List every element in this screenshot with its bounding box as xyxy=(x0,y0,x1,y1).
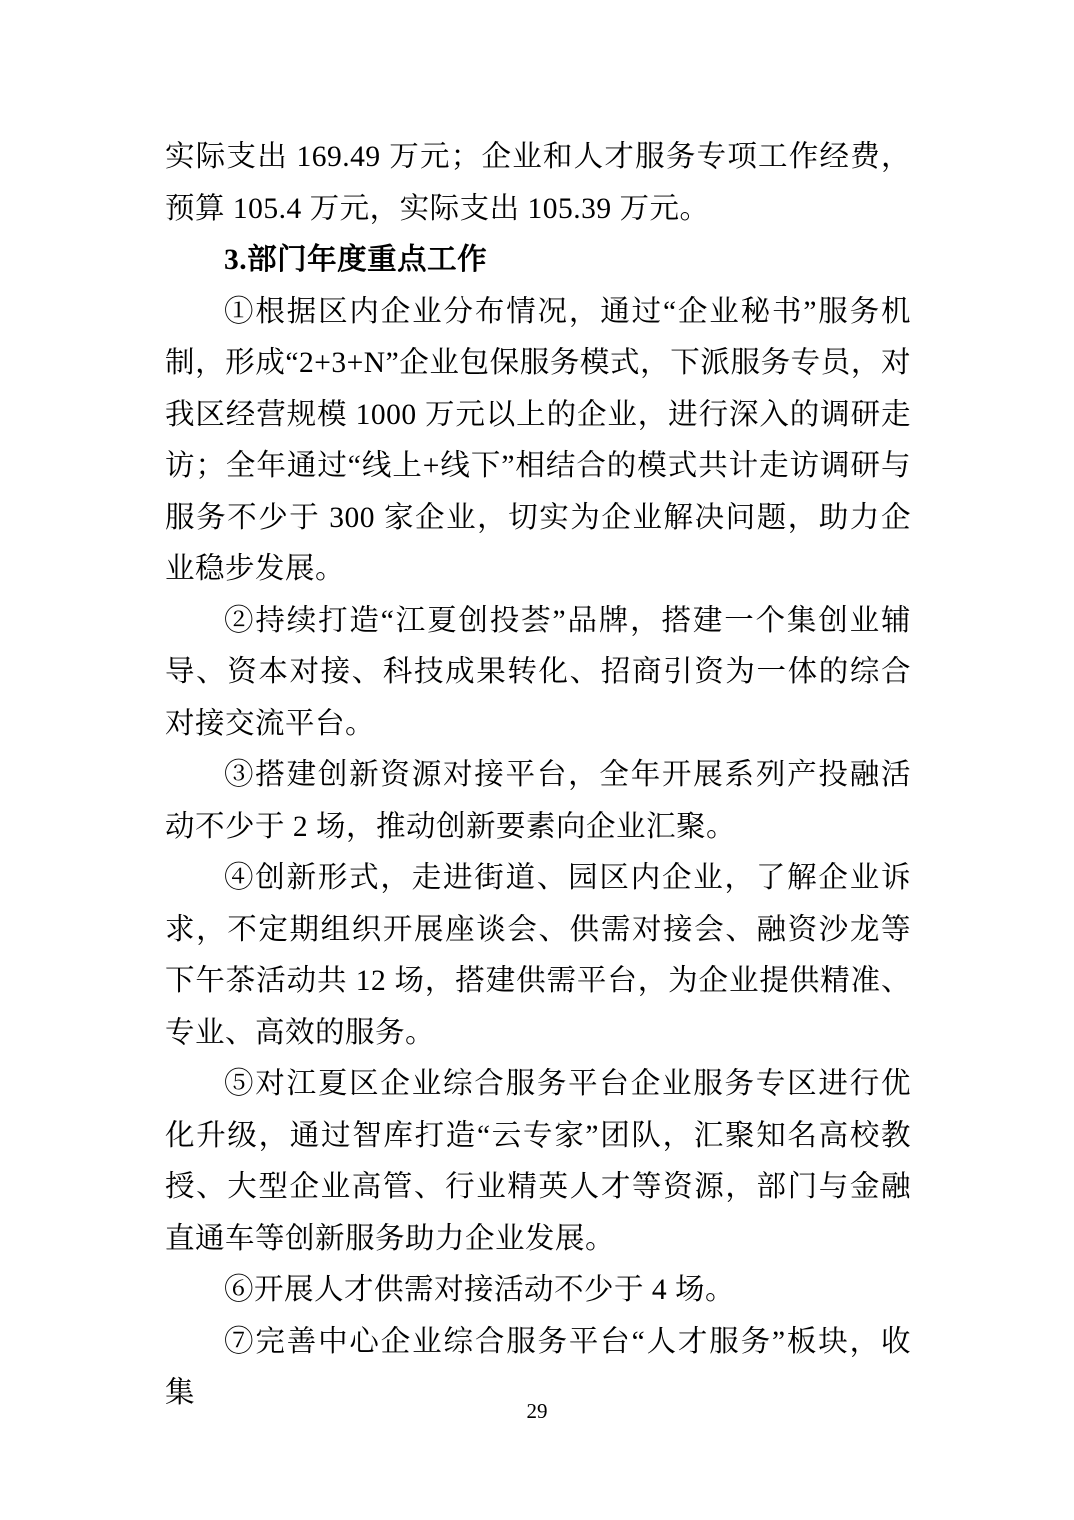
paragraph: ②持续打造“江夏创投荟”品牌，搭建一个集创业辅导、资本对接、科技成果转化、招商引资为一体的综合对接交流平台。 xyxy=(165,604,911,740)
paragraph: ⑥开展人才供需对接活动不少于 4 场。 xyxy=(224,1274,736,1306)
paragraph: ③搭建创新资源对接平台，全年开展系列产投融活动不少于 2 场，推动创新要素向企业汇聚。 xyxy=(165,759,911,843)
page-number: 29 xyxy=(526,1399,548,1423)
paragraph: ④创新形式，走进街道、园区内企业，了解企业诉求，不定期组织开展座谈会、供需对接会、融资沙龙等下午茶活动共 12 场，搭建供需平台，为企业提供精准、专业、高效的服务。 xyxy=(165,862,911,1049)
document-body xyxy=(165,132,911,1420)
paragraph: 实际支出 169.49 万元；企业和人才服务专项工作经费，预算 105.4 万元，实际支出 105.39 万元。 xyxy=(165,141,911,225)
paragraph: ⑦完善中心企业综合服务平台“人才服务”板块，收集 xyxy=(165,1325,911,1409)
page-footer xyxy=(0,1398,1074,1424)
section-heading: 3.部门年度重点工作 xyxy=(224,244,488,276)
paragraph: ⑤对江夏区企业综合服务平台企业服务专区进行优化升级，通过智库打造“云专家”团队，汇聚知名高校教授、大型企业高管、行业精英人才等资源，部门与金融直通车等创新服务助力企业发展。 xyxy=(165,1068,911,1255)
paragraph: ①根据区内企业分布情况，通过“企业秘书”服务机制，形成“2+3+N”企业包保服务模式，下派服务专员，对我区经营规模 1000 万元以上的企业，进行深入的调研走访；全年通过“线上+线下”相结合的模式共计走访调研与服务不少于 300 家企业，切实为企业解决问题，助力企业稳步发展。 xyxy=(165,295,911,585)
